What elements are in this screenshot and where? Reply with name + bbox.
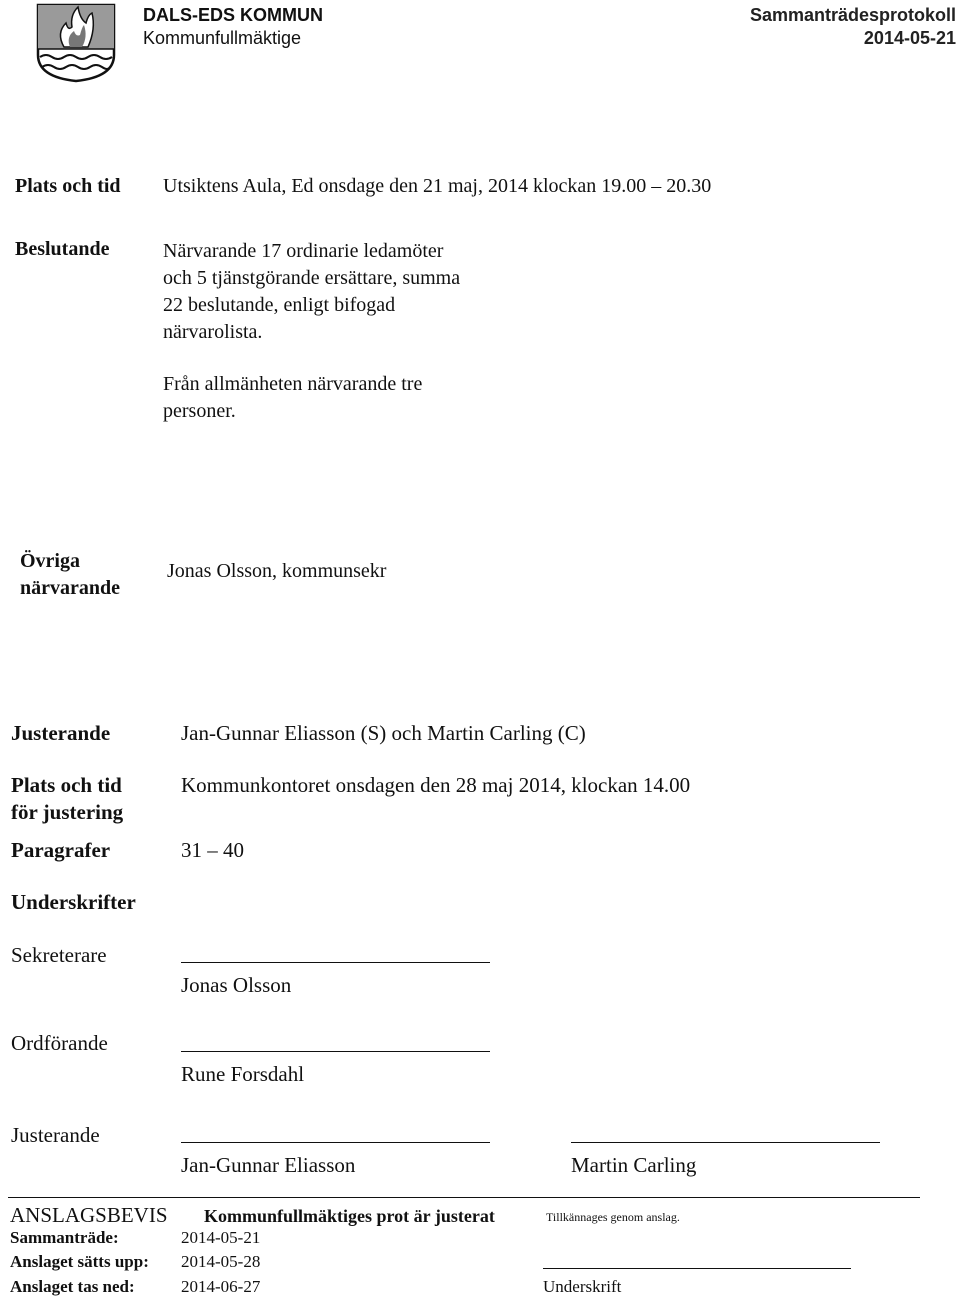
- secretary-label: Sekreterare: [11, 943, 107, 967]
- deciding-label: Beslutande: [15, 238, 110, 260]
- notice-meeting-label: Sammanträde:: [10, 1228, 119, 1247]
- other-attendees-label: Övriga närvarande: [20, 550, 120, 599]
- notice-signature-label: Underskrift: [543, 1277, 622, 1296]
- chair-label: Ordförande: [11, 1031, 108, 1055]
- assembly-name: Kommunfullmäktige: [143, 28, 302, 48]
- paragraphs-label: Paragrafer: [11, 838, 111, 862]
- document-type: Sammanträdesprotokoll: [749, 5, 956, 25]
- signatures-heading: Underskrifter: [11, 890, 136, 914]
- notice-signature-line: [543, 1268, 851, 1269]
- place-time-label: Plats och tid: [15, 175, 121, 197]
- adjusters-signature-label: Justerande: [11, 1123, 100, 1147]
- other-attendees-value: Jonas Olsson, kommunsekr: [167, 560, 387, 582]
- adjust-place-label: Plats och tid för justering: [11, 773, 124, 824]
- place-time-value: Utsiktens Aula, Ed onsdage den 21 maj, 2014 klockan 19.00 – 20.30: [163, 175, 712, 197]
- paragraphs-value: 31 – 40: [181, 838, 244, 862]
- document-date: 2014-05-21: [863, 28, 956, 48]
- notice-divider: [8, 1197, 920, 1198]
- notice-meeting-date: 2014-05-21: [181, 1228, 261, 1247]
- notice-posted-label: Anslaget sätts upp:: [10, 1252, 149, 1271]
- secretary-name: Jonas Olsson: [181, 973, 292, 997]
- public-attendance-text: Från allmänheten närvarande tre personer.: [163, 373, 423, 422]
- adjuster2-name: Martin Carling: [571, 1153, 697, 1177]
- municipality-coat-of-arms-logo: [36, 3, 116, 83]
- deciding-text: Närvarande 17 ordinarie ledamöter och 5 tjänstgörande ersättare, summa 22 beslutande, enligt bifogad närvarolista.: [163, 240, 461, 343]
- notice-posted-date: 2014-05-28: [181, 1252, 261, 1271]
- notice-subtitle: Kommunfullmäktiges prot är justerat: [204, 1206, 495, 1226]
- adjust-place-value: Kommunkontoret onsdagen den 28 maj 2014, klockan 14.00: [181, 773, 691, 797]
- notice-announced-text: Tillkännages genom anslag.: [546, 1210, 680, 1224]
- adjusters-value: Jan-Gunnar Eliasson (S) och Martin Carling (C): [181, 721, 586, 745]
- notice-removed-label: Anslaget tas ned:: [10, 1277, 135, 1296]
- municipality-name: DALS-EDS KOMMUN: [143, 5, 323, 25]
- adjuster1-signature-line: [181, 1142, 490, 1143]
- chair-name: Rune Forsdahl: [181, 1062, 305, 1086]
- adjusters-label: Justerande: [11, 721, 111, 745]
- adjuster2-signature-line: [571, 1142, 880, 1143]
- notice-removed-date: 2014-06-27: [181, 1277, 261, 1296]
- adjuster1-name: Jan-Gunnar Eliasson: [181, 1153, 356, 1177]
- notice-title: ANSLAGSBEVIS: [10, 1203, 168, 1227]
- secretary-signature-line: [181, 962, 490, 963]
- chair-signature-line: [181, 1051, 490, 1052]
